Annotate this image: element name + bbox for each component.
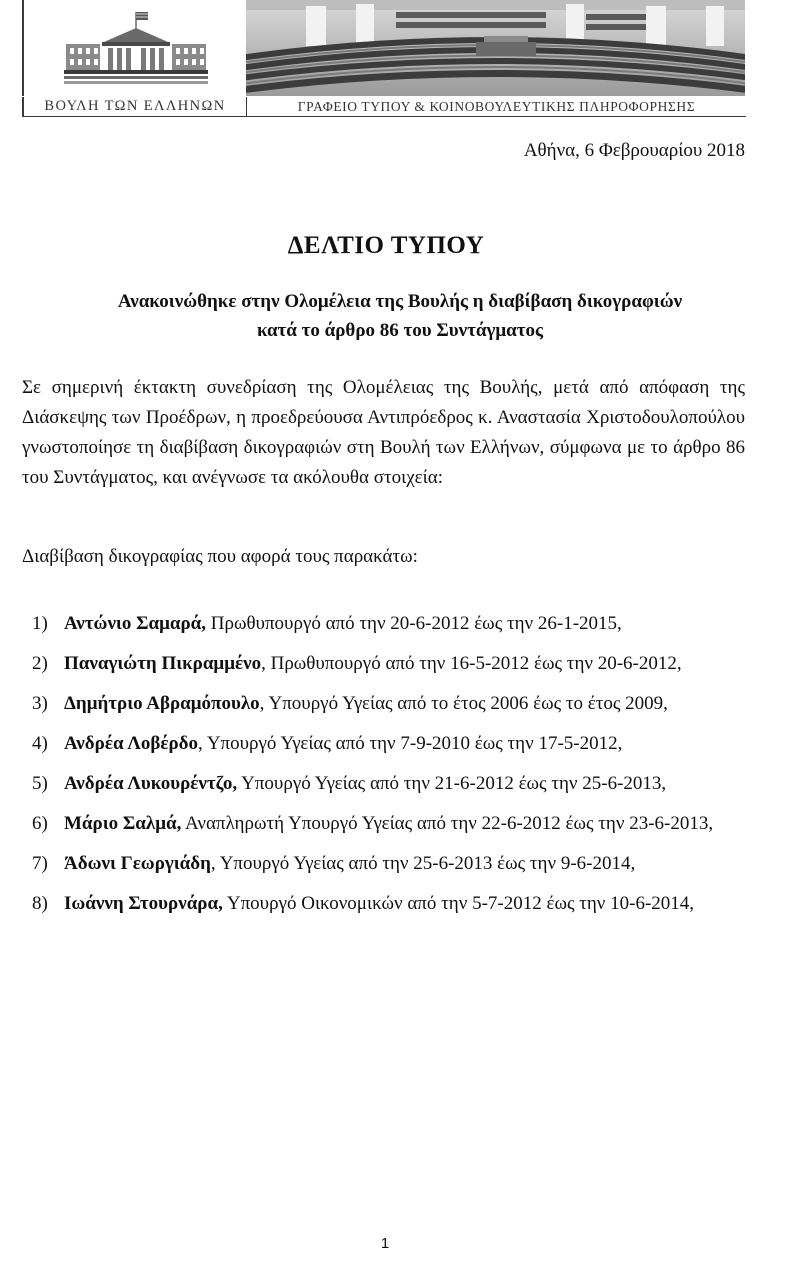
person-name: Δημήτριο Αβραμόπουλο — [64, 693, 260, 714]
item-number: 5) — [32, 773, 48, 794]
person-name: Παναγιώτη Πικραμμένο — [64, 653, 262, 674]
item-details: , Πρωθυπουργό από την 16-5-2012 έως την 20-6-2012, — [261, 653, 682, 674]
item-details: Αναπληρωτή Υπουργό Υγείας από την 22-6-2012 έως την 23-6-2013, — [181, 813, 714, 834]
item-details: , Υπουργό Υγείας από την 7-9-2010 έως την 17-5-2012, — [198, 733, 623, 754]
item-number: 6) — [32, 813, 48, 834]
list-item — [22, 805, 745, 843]
list-item — [22, 605, 745, 643]
list-item — [22, 725, 745, 763]
item-details: , Υπουργό Υγείας από το έτος 2006 έως το έτος 2009, — [259, 693, 668, 714]
item-details: Υπουργό Υγείας από την 21-6-2012 έως την 25-6-2013, — [237, 773, 667, 794]
department-name: ΓΡΑΦΕΙΟ ΤΥΠΟΥ & ΚΟΙΝΟΒΟΥΛΕΥΤΙΚΗΣ ΠΛΗΡΟΦΟΡΗΣΗΣ — [246, 97, 746, 117]
person-name: Μάριο Σαλμά, — [64, 813, 182, 834]
organization-name: ΒΟΥΛΗ ΤΩΝ ΕΛΛΗΝΩΝ — [22, 97, 246, 117]
list-item — [22, 765, 745, 803]
item-number: 2) — [32, 653, 48, 674]
item-number: 8) — [32, 893, 48, 914]
person-name: Άδωνι Γεωργιάδη — [64, 853, 211, 874]
person-name: Ανδρέα Λοβέρδο — [64, 733, 199, 754]
intro-paragraph: Σε σημερινή έκτακτη συνεδρίαση της Ολομέλειας της Βουλής, μετά από απόφαση της Διάσκεψης των Προέδρων, η προεδρεύουσα Αντιπρόεδρος κ. Αναστασία Χριστοδουλοπούλου γνωστοποίησε τη διαβίβαση δικογραφιών στη Βουλή των Ελλήνων, σύμφωνα με το άρθρο 86 του Συντάγματος, και ανέγνωσε τα ακόλουθα στοιχεία: — [22, 377, 745, 488]
date-line: Αθήνα, 6 Φεβρουαρίου 2018 — [523, 140, 745, 161]
subtitle — [0, 287, 800, 345]
list-item — [22, 885, 745, 923]
person-name: Αντώνιο Σαμαρά, — [64, 613, 206, 634]
item-details: Υπουργό Οικονομικών από την 5-7-2012 έως την 10-6-2014, — [222, 893, 695, 914]
persons-list — [22, 605, 745, 925]
lead-sentence: Διαβίβαση δικογραφίας που αφορά τους παρακάτω: — [22, 546, 418, 567]
list-item — [22, 645, 745, 683]
parliament-logo — [22, 0, 246, 96]
item-number: 7) — [32, 853, 48, 874]
subtitle-line-1: Ανακοινώθηκε στην Ολομέλεια της Βουλής η διαβίβαση δικογραφιών — [117, 291, 683, 312]
item-number: 4) — [32, 733, 48, 754]
item-number: 1) — [32, 613, 48, 634]
list-item — [22, 685, 745, 723]
person-name: Ανδρέα Λυκουρέντζο, — [64, 773, 238, 794]
page-number: 1 — [380, 1235, 390, 1252]
person-name: Ιωάννη Στουρνάρα, — [64, 893, 223, 914]
parliament-building-icon — [64, 8, 208, 92]
document-title: ΔΕΛΤΙΟ ΤΥΠΟΥ — [287, 232, 485, 259]
subtitle-line-2: κατά το άρθρο 86 του Συντάγματος — [256, 320, 544, 341]
parliament-chamber-photo — [246, 0, 745, 96]
list-item — [22, 845, 745, 883]
item-number: 3) — [32, 693, 48, 714]
item-details: Πρωθυπουργό από την 20-6-2012 έως την 26-1-2015, — [206, 613, 622, 634]
item-details: , Υπουργό Υγείας από την 25-6-2013 έως την 9-6-2014, — [210, 853, 636, 874]
letterhead — [22, 0, 745, 117]
